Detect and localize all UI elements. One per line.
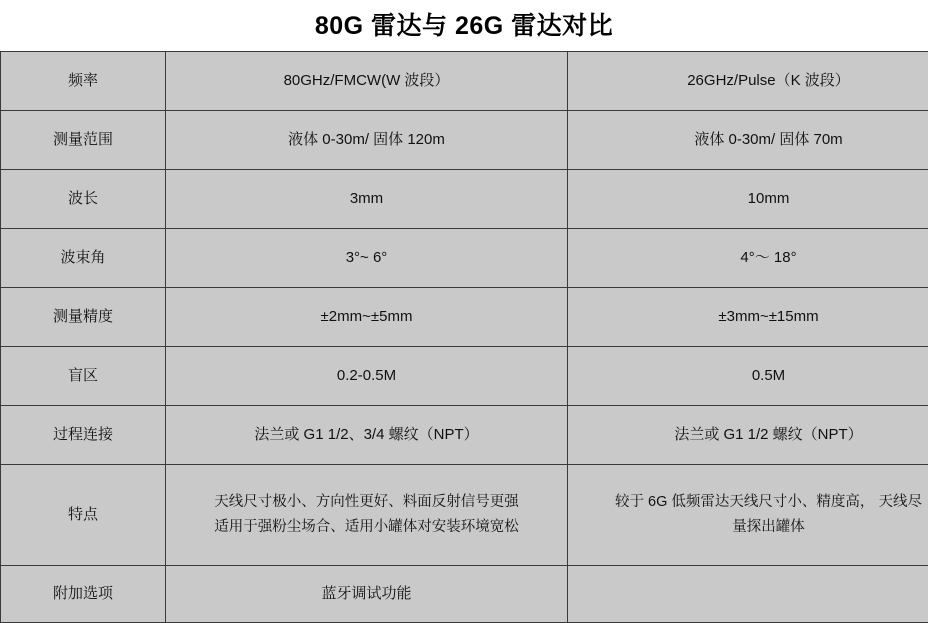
row-label: 特点 bbox=[1, 465, 166, 566]
cell-26g bbox=[568, 465, 928, 566]
table-row bbox=[1, 566, 928, 623]
cell-26g: 26GHz/Pulse（K 波段） bbox=[568, 52, 928, 111]
cell-26g: 0.5M bbox=[568, 347, 928, 406]
table-row bbox=[1, 288, 928, 347]
cell-80g: ±2mm~±5mm bbox=[166, 288, 568, 347]
table-row bbox=[1, 111, 928, 170]
cell-80g: 法兰或 G1 1/2、3/4 螺纹（NPT） bbox=[166, 406, 568, 465]
cell-80g: 3°~ 6° bbox=[166, 229, 568, 288]
cell-80g bbox=[166, 465, 568, 566]
table-row bbox=[1, 229, 928, 288]
row-label: 频率 bbox=[1, 52, 166, 111]
cell-80g: 0.2-0.5M bbox=[166, 347, 568, 406]
cell-26g-line2: 量探出罐体 bbox=[576, 515, 928, 540]
cell-26g: 法兰或 G1 1/2 螺纹（NPT） bbox=[568, 406, 928, 465]
row-label: 盲区 bbox=[1, 347, 166, 406]
cell-26g bbox=[568, 566, 928, 623]
page-title: 80G 雷达与 26G 雷达对比 bbox=[0, 0, 928, 51]
table-row bbox=[1, 52, 928, 111]
cell-80g: 3mm bbox=[166, 170, 568, 229]
cell-80g: 蓝牙调试功能 bbox=[166, 566, 568, 623]
cell-26g-line1: 较于 6G 低频雷达天线尺寸小、精度高， 天线尽 bbox=[576, 490, 928, 515]
cell-80g: 80GHz/FMCW(W 波段） bbox=[166, 52, 568, 111]
table-row bbox=[1, 347, 928, 406]
row-label: 波长 bbox=[1, 170, 166, 229]
row-label: 波束角 bbox=[1, 229, 166, 288]
row-label: 测量范围 bbox=[1, 111, 166, 170]
row-label: 过程连接 bbox=[1, 406, 166, 465]
cell-26g: 4°～ 18° bbox=[568, 229, 928, 288]
cell-26g: ±3mm~±15mm bbox=[568, 288, 928, 347]
table-row bbox=[1, 406, 928, 465]
cell-26g: 10mm bbox=[568, 170, 928, 229]
cell-80g: 液体 0-30m/ 固体 120m bbox=[166, 111, 568, 170]
cell-80g-line1: 天线尺寸极小、方向性更好、料面反射信号更强 bbox=[174, 490, 559, 515]
cell-80g-line2: 适用于强粉尘场合、适用小罐体对安装环境宽松 bbox=[174, 515, 559, 540]
row-label: 附加选项 bbox=[1, 566, 166, 623]
comparison-table bbox=[0, 51, 928, 623]
row-label: 测量精度 bbox=[1, 288, 166, 347]
table-row bbox=[1, 465, 928, 566]
table-row bbox=[1, 170, 928, 229]
cell-26g: 液体 0-30m/ 固体 70m bbox=[568, 111, 928, 170]
